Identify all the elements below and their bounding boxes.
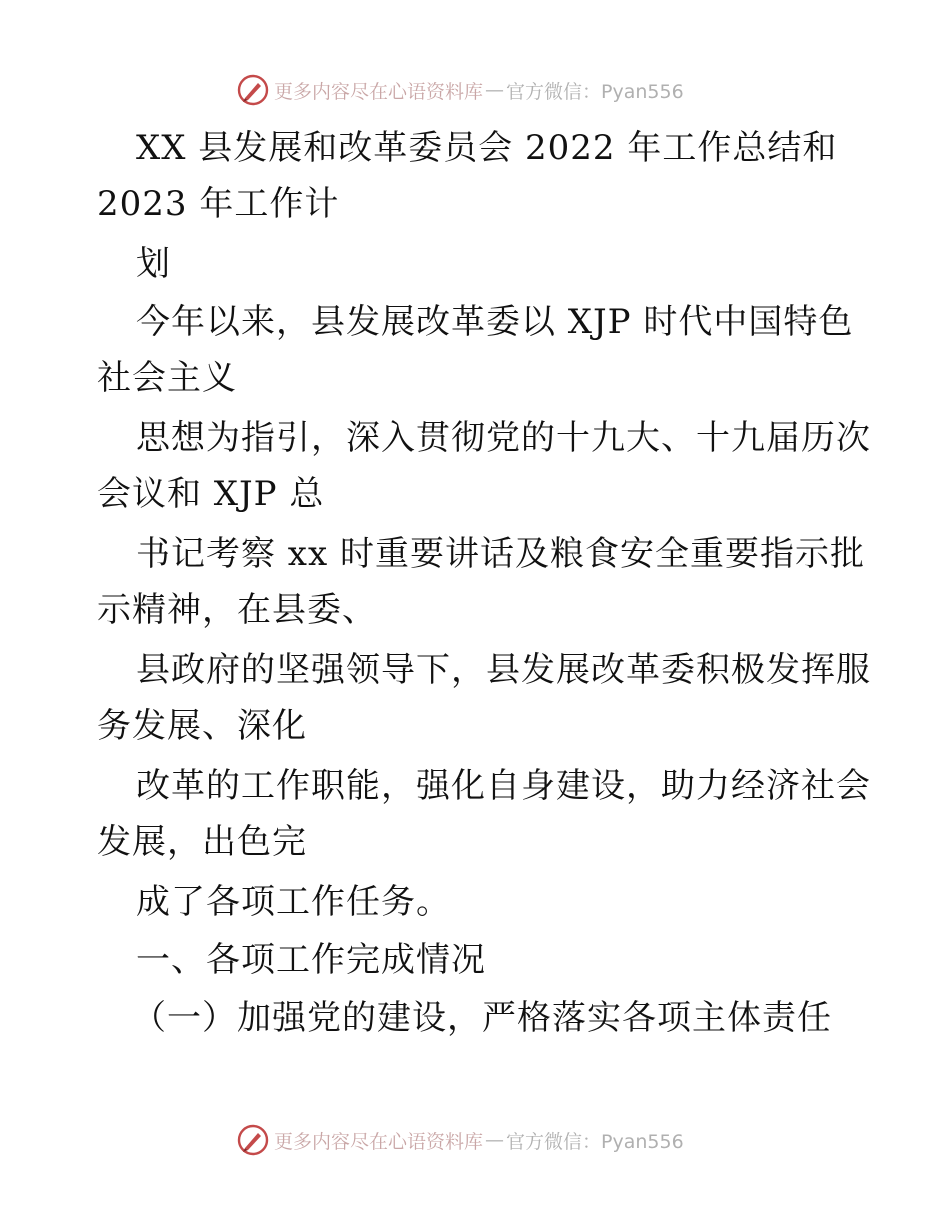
watermark-contact: 官方微信：Pyan556 <box>506 80 684 103</box>
title-line-2: 2023 年工作计 <box>97 184 340 224</box>
paragraph-line: 社会主义 <box>97 358 237 398</box>
watermark-contact: 官方微信：Pyan556 <box>506 1130 684 1153</box>
paragraph-line: 会议和 XJP 总 <box>97 474 325 514</box>
paragraph-line: 思想为指引，深入贯彻党的十九大、十九届历次 <box>136 418 871 458</box>
paragraph-line: 示精神，在县委、 <box>97 590 377 630</box>
header-watermark <box>236 72 684 108</box>
title-line-3: 划 <box>136 244 171 284</box>
paragraph-line: 发展，出色完 <box>97 822 307 862</box>
watermark-separator: — <box>485 79 505 101</box>
watermark-separator: — <box>485 1129 505 1151</box>
paragraph-line: 县政府的坚强领导下，县发展改革委积极发挥服 <box>136 650 871 690</box>
pen-logo-icon <box>236 1123 270 1157</box>
pen-logo-icon <box>236 73 270 107</box>
paragraph-line: 务发展、深化 <box>97 706 307 746</box>
paragraph-line: 改革的工作职能，强化自身建设，助力经济社会 <box>136 766 871 806</box>
paragraph-line: 书记考察 xx 时重要讲话及粮食安全重要指示批 <box>136 534 865 574</box>
watermark-brand: 更多内容尽在心语资料库 <box>274 80 484 103</box>
title-line-1: XX 县发展和改革委员会 2022 年工作总结和 <box>136 128 838 168</box>
paragraph-line: 成了各项工作任务。 <box>136 882 451 922</box>
section-heading: 一、各项工作完成情况 <box>136 940 486 980</box>
footer-watermark <box>236 1122 684 1158</box>
paragraph-line: 今年以来，县发展改革委以 XJP 时代中国特色 <box>136 302 854 342</box>
watermark-brand: 更多内容尽在心语资料库 <box>274 1130 484 1153</box>
subsection-heading: （一）加强党的建设，严格落实各项主体责任 <box>132 998 832 1038</box>
